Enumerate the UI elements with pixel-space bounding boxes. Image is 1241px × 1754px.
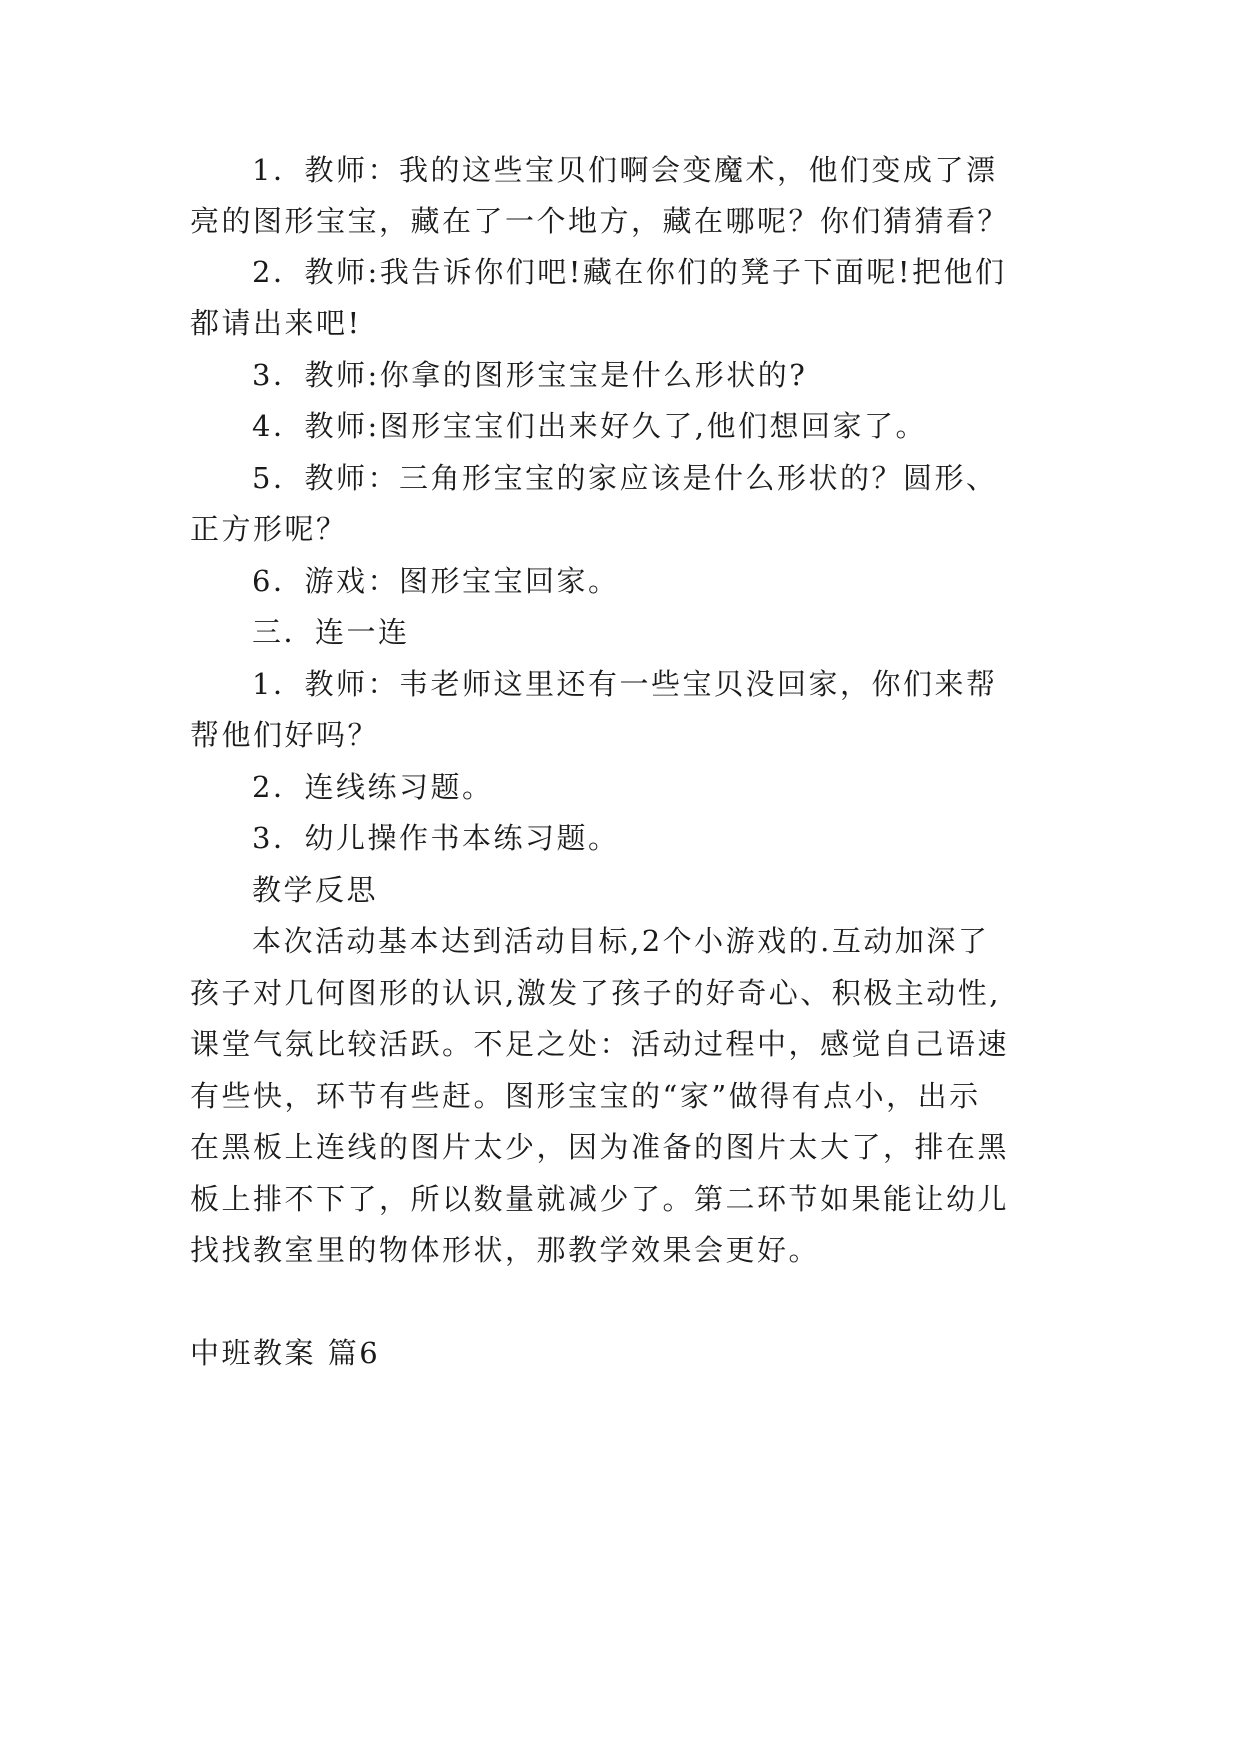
paragraph-line: 1．教师：韦老师这里还有一些宝贝没回家，你们来帮 bbox=[252, 667, 998, 701]
paragraph-line: 2．连线练习题。 bbox=[252, 770, 494, 804]
paragraph-line: 1．教师：我的这些宝贝们啊会变魔术，他们变成了漂 bbox=[252, 153, 998, 187]
paragraph-line: 都请出来吧! bbox=[190, 306, 362, 340]
paragraph-line: 2．教师:我告诉你们吧!藏在你们的凳子下面呢!把他们 bbox=[252, 255, 1007, 289]
paragraph-line: 课堂气氛比较活跃。不足之处：活动过程中，感觉自己语速 bbox=[190, 1027, 1010, 1061]
paragraph-line: 正方形呢？ bbox=[190, 512, 348, 546]
paragraph-line: 本次活动基本达到活动目标,2个小游戏的.互动加深了 bbox=[252, 924, 990, 958]
paragraph-line: 3．幼儿操作书本练习题。 bbox=[252, 821, 620, 855]
paragraph-line: 6．游戏：图形宝宝回家。 bbox=[252, 564, 620, 598]
paragraph-line: 帮他们好吗？ bbox=[190, 718, 380, 752]
paragraph-line: 有些快，环节有些赶。图形宝宝的“家”做得有点小，出示 bbox=[190, 1079, 981, 1113]
section-heading: 三．连一连 bbox=[252, 615, 410, 649]
paragraph-line: 在黑板上连线的图片太少，因为准备的图片太大了，排在黑 bbox=[190, 1130, 1010, 1164]
paragraph-line: 亮的图形宝宝，藏在了一个地方，藏在哪呢？你们猜猜看？ bbox=[190, 204, 1010, 238]
next-section-title: 中班教案 篇6 bbox=[190, 1336, 381, 1370]
section-heading: 教学反思 bbox=[252, 873, 379, 907]
paragraph-line: 3．教师:你拿的图形宝宝是什么形状的? bbox=[252, 358, 808, 392]
paragraph-line: 4．教师:图形宝宝们出来好久了,他们想回家了。 bbox=[252, 409, 927, 443]
paragraph-line: 找找教室里的物体形状，那教学效果会更好。 bbox=[190, 1233, 821, 1267]
paragraph-line: 5．教师：三角形宝宝的家应该是什么形状的？圆形、 bbox=[252, 461, 998, 495]
paragraph-line: 板上排不下了，所以数量就减少了。第二环节如果能让幼儿 bbox=[190, 1182, 1010, 1216]
paragraph-line: 孩子对几何图形的认识,激发了孩子的好奇心、积极主动性, bbox=[190, 976, 1001, 1010]
